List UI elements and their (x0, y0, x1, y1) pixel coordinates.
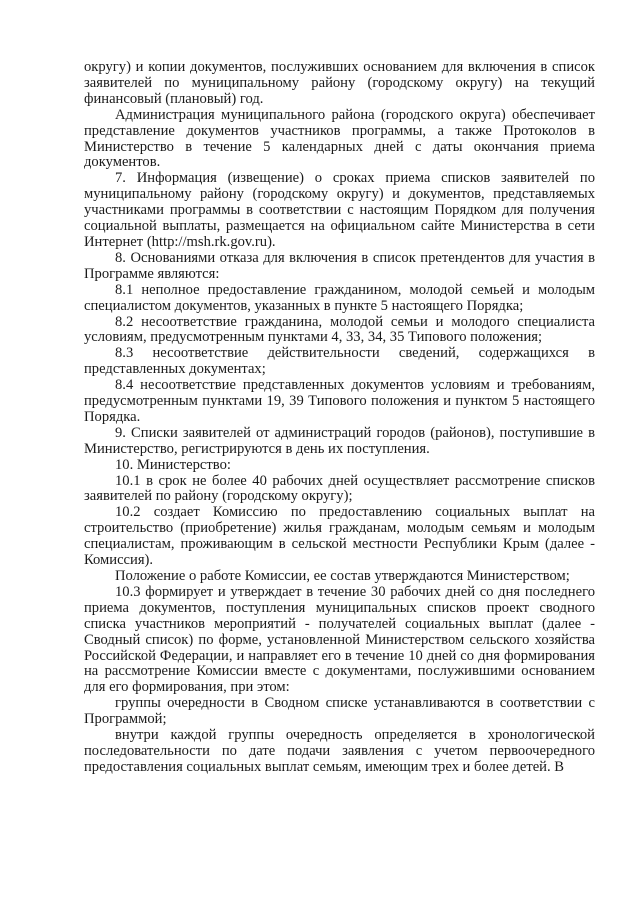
paragraph-within-group: внутри каждой группы очередность определяется в хронологической последовательности по дате подачи заявления с учетом первоочередного предоставления социальных выплат семьям, имеющим трех и более детей. В (84, 727, 595, 775)
document-page (84, 60, 595, 776)
paragraph-8-4: 8.4 несоответствие представленных документов условиям и требованиям, предусмотренным пунктами 19, 39 Типового положения и пунктом 5 настоящего Порядка. (84, 377, 595, 425)
paragraph-10-3: 10.3 формирует и утверждает в течение 30 рабочих дней со дня последнего приема документов, поступления муниципальных списков проект сводного списка участников мероприятий - получателей социальных выплат (далее - Сводный список) по форме, установленной Министерством сельского хозяйства Российской Федерации, и направляет его в течение 10 дней со дня формирования на рассмотрение Комиссии вместе с документами, послужившими основанием для его формирования, при этом: (84, 583, 595, 696)
paragraph-8-1: 8.1 неполное предоставление гражданином, молодой семьей и молодым специалистом документов, указанных в пункте 5 настоящего Порядка; (84, 281, 595, 314)
paragraph-continuation: округу) и копии документов, послуживших основанием для включения в список заявителей по муниципальному району (городскому округу) на текущий финансовый (плановый) год. (84, 59, 595, 107)
paragraph-8-3: 8.3 несоответствие действительности сведений, содержащихся в представленных документах; (84, 345, 595, 378)
paragraph-8-2: 8.2 несоответствие гражданина, молодой семьи и молодого специалиста условиям, предусмотренным пунктами 4, 33, 34, 35 Типового положения; (84, 313, 595, 346)
paragraph-priority-groups: группы очередности в Сводном списке устанавливаются в соответствии с Программой; (84, 695, 595, 728)
paragraph-10-1: 10.1 в срок не более 40 рабочих дней осуществляет рассмотрение списков заявителей по району (городскому округу); (84, 472, 595, 505)
paragraph-9: 9. Списки заявителей от администраций городов (районов), поступившие в Министерство, регистрируются в день их поступления. (84, 424, 595, 457)
paragraph-8: 8. Основаниями отказа для включения в список претендентов для участия в Программе являются: (84, 249, 595, 282)
paragraph-administration: Администрация муниципального района (городского округа) обеспечивает представление документов участников программы, а также Протоколов в Министерство в течение 5 календарных дней с даты окончания приема документов. (84, 106, 595, 171)
paragraph-10: 10. Министерство: (115, 456, 231, 473)
paragraph-10-2: 10.2 создает Комиссию по предоставлению социальных выплат на строительство (приобретение) жилья гражданам, молодым семьям и молодым специалистам, проживающим в сельской местности Республики Крым (далее - Комиссия). (84, 504, 595, 569)
paragraph-commission-regulation: Положение о работе Комиссии, ее состав утверждаются Министерством; (115, 568, 570, 584)
paragraph-7: 7. Информация (извещение) о сроках приема списков заявителей по муниципальному району (городскому округу) и документов, представляемых участниками программы в соответствии с настоящим Порядком для получения социальной выплаты, размещается на официальном сайте Министерства в сети Интернет (http://msh.rk.gov.ru). (84, 170, 595, 250)
